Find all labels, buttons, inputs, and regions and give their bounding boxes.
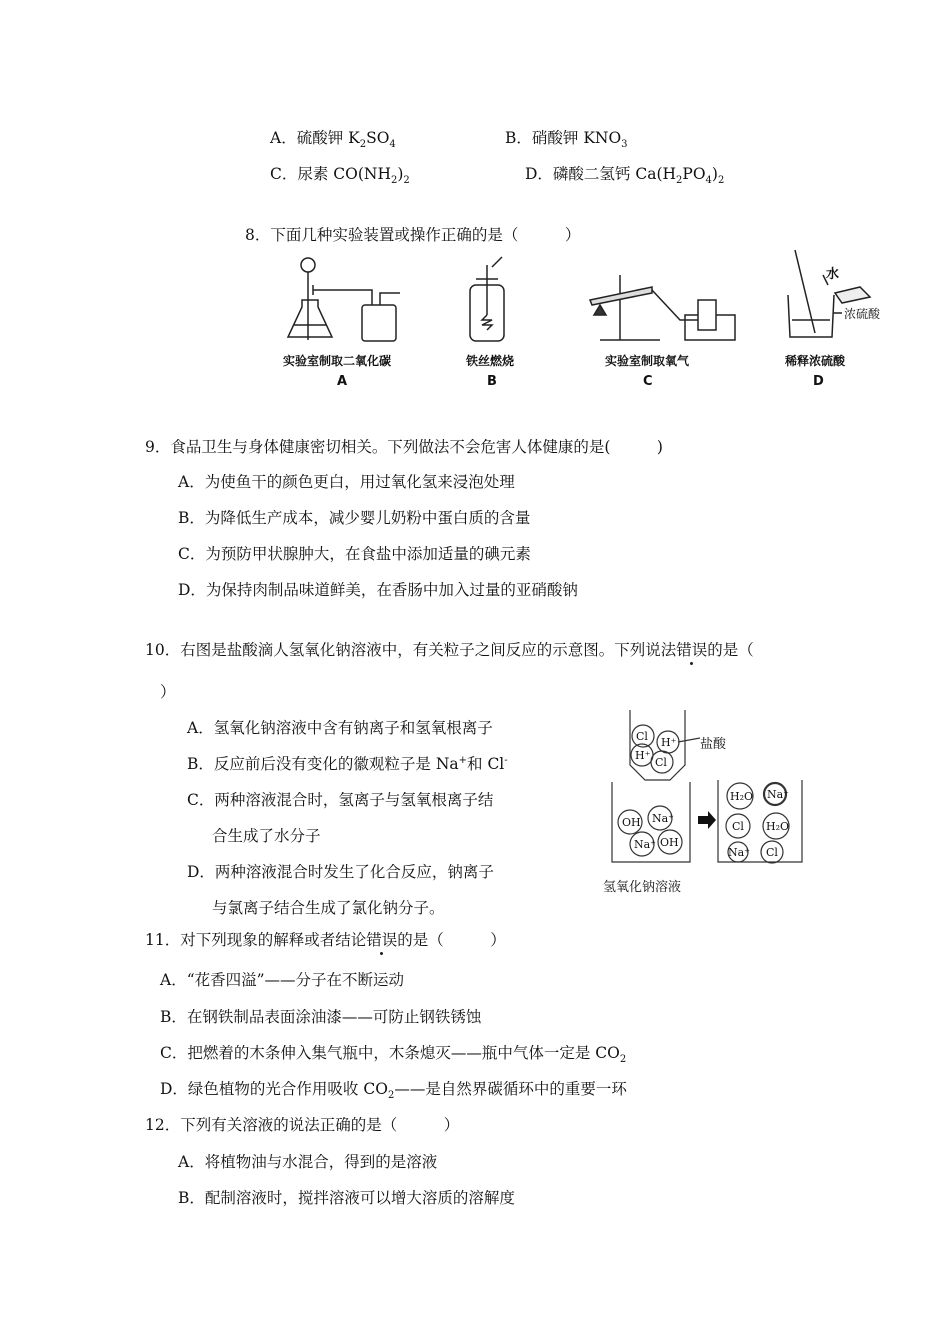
- q12-stem: 12．下列有关溶液的说法正确的是（ ）: [145, 1116, 460, 1134]
- q11-stem: 11．对下列现象的解释或者结论错误的是（ ）: [145, 931, 506, 949]
- q7-option-d: D．磷酸二氢钙 $Ca(H_2PO_4)_2$: [525, 165, 725, 187]
- q9-option-b: B．为降低生产成本，减少婴儿奶粉中蛋白质的含量: [178, 509, 531, 527]
- caption-d: 稀释浓硫酸: [785, 354, 846, 368]
- letter-b: B: [487, 374, 497, 389]
- q9-option-a: A．为使鱼干的颜色更白，用过氧化氢来浸泡处理: [178, 473, 515, 491]
- q8-stem: 8．下面几种实验装置或操作正确的是（ ）: [245, 226, 581, 244]
- q7-option-b: B．硝酸钾 $KNO_3$: [505, 129, 628, 151]
- q11-option-b: B．在钢铁制品表面涂油漆——可防止钢铁锈蚀: [160, 1008, 482, 1026]
- q10-option-d-line2: 与氯离子结合生成了氯化钠分子。: [212, 899, 445, 917]
- letter-c: C: [643, 374, 653, 389]
- q10-option-a: A．氢氧化钠溶液中含有钠离子和氢氧根离子: [187, 719, 493, 737]
- q11-option-d: D．绿色植物的光合作用吸收 $CO_2——$是自然界碳循环中的重要一环: [160, 1080, 627, 1102]
- apparatus-b: [470, 257, 504, 341]
- q11-option-a: A．“花香四溢”——分子在不断运动: [160, 971, 405, 989]
- ion-before-3: Na⁺: [634, 838, 656, 851]
- label-water: 水: [826, 267, 840, 282]
- letter-d: D: [813, 374, 824, 389]
- q10-stem-close: ）: [160, 683, 176, 701]
- label-hydrochloric-acid: 盐酸: [700, 737, 727, 752]
- q8-apparatus-figure: [280, 245, 880, 355]
- q10-option-b: B．反应前后没有变化的徽观粒子是 Na+和 Cl-: [187, 754, 508, 773]
- letter-a: A: [337, 374, 348, 389]
- q10-option-c-line1: C．两种溶液混合时，氢离子与氢氧根离子结: [187, 791, 494, 809]
- ion-funnel-3: H⁺: [635, 749, 651, 762]
- ion-after-6: Cl: [766, 846, 778, 859]
- caption-c: 实验室制取氧气: [605, 354, 690, 368]
- q12-option-a: A．将植物油与水混合，得到的是溶液: [178, 1153, 438, 1171]
- ion-after-2: Na⁺: [767, 788, 789, 801]
- ion-before-2: Na⁺: [652, 812, 674, 825]
- ion-after-3: Cl: [732, 820, 744, 833]
- label-concentrated-acid: 浓硫酸: [844, 307, 881, 321]
- apparatus-a: [288, 258, 400, 341]
- q12-option-b: B．配制溶液时，搅拌溶液可以增大溶质的溶解度: [178, 1189, 515, 1207]
- q10-option-c-line2: 合生成了水分子: [212, 827, 321, 845]
- q9-stem: 9．食品卫生与身体健康密切相关。下列做法不会危害人体健康的是( ): [145, 438, 663, 456]
- q7-option-a: A．硫酸钾 $K_2SO_4$: [270, 129, 396, 151]
- ion-funnel-2: H⁺: [661, 736, 677, 749]
- q11-option-c: C．把燃着的木条伸入集气瓶中，木条熄灭——瓶中气体一定是 $CO_2$: [160, 1044, 627, 1066]
- ion-after-1: H₂O: [730, 790, 754, 803]
- q9-option-c: C．为预防甲状腺肿大，在食盐中添加适量的碘元素: [178, 545, 531, 563]
- apparatus-c: [590, 275, 735, 340]
- caption-b: 铁丝燃烧: [466, 354, 515, 368]
- q10-option-d-line1: D．两种溶液混合时发生了化合反应，钠离子: [187, 863, 494, 881]
- ion-before-4: OH: [660, 836, 679, 849]
- neutralization-diagram: [600, 710, 820, 870]
- q9-option-d: D．为保持肉制品味道鲜美，在香肠中加入过量的亚硝酸钠: [178, 581, 578, 599]
- q10-stem: 10．右图是盐酸滴人氢氧化钠溶液中，有关粒子之间反应的示意图。下列说法错误的是（: [145, 641, 754, 659]
- caption-a: 实验室制取二氧化碳: [283, 354, 392, 368]
- q7-option-c: C．尿素 $CO(NH_2)_2$: [270, 165, 410, 187]
- ion-after-4: H₂O: [766, 820, 790, 833]
- ion-funnel-4: Cl: [655, 756, 667, 769]
- ion-before-1: OH: [622, 816, 641, 829]
- ion-funnel-1: Cl: [636, 730, 648, 743]
- ion-after-5: Na⁺: [728, 846, 750, 859]
- label-sodium-hydroxide: 氢氧化钠溶液: [603, 880, 682, 895]
